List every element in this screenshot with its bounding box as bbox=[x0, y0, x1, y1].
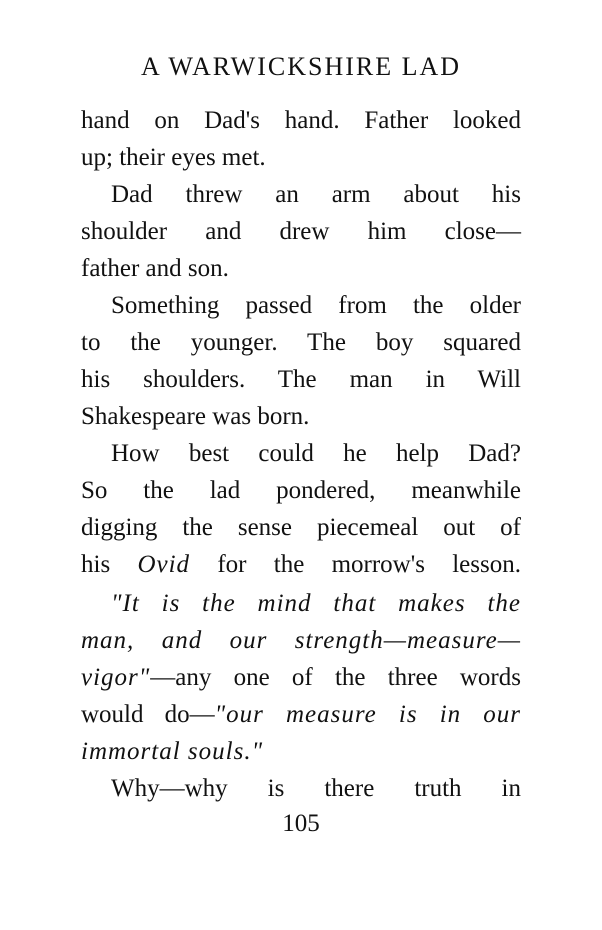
text-line: How best could he help Dad? bbox=[111, 440, 521, 467]
text-span: would do— bbox=[81, 701, 215, 728]
text-line: digging the sense piecemeal out of bbox=[81, 514, 521, 541]
text-span: for the morrow's lesson. bbox=[190, 551, 521, 578]
text-line bbox=[81, 700, 521, 730]
text-line: shoulder and drew him close— bbox=[81, 218, 521, 245]
running-header: A WARWICKSHIRE LAD bbox=[140, 52, 462, 81]
quote-span: "our measure is in our bbox=[214, 701, 522, 728]
text-line: to the younger. The boy squared bbox=[81, 329, 521, 356]
text-line: Why—why is there truth in bbox=[111, 775, 521, 802]
text-line: Dad threw an arm about his bbox=[111, 181, 521, 208]
quote-line: man, and our strength—measure— bbox=[81, 627, 521, 654]
text-line: up; their eyes met. bbox=[81, 144, 266, 171]
text-line: Shakespeare was born. bbox=[81, 403, 310, 430]
book-title-italic: Ovid bbox=[137, 551, 191, 578]
text-line: Something passed from the older bbox=[111, 292, 521, 319]
text-span: his bbox=[81, 551, 138, 578]
text-line bbox=[81, 663, 521, 693]
text-line: his shoulders. The man in Will bbox=[81, 366, 521, 393]
text-line: hand on Dad's hand. Father looked bbox=[81, 107, 521, 134]
quote-line: immortal souls." bbox=[81, 738, 264, 765]
quote-line: "It is the mind that makes the bbox=[111, 590, 521, 617]
text-span: —any one of the three words bbox=[150, 664, 521, 691]
text-line bbox=[81, 550, 521, 580]
text-line: So the lad pondered, meanwhile bbox=[81, 477, 521, 504]
quote-span: vigor" bbox=[81, 664, 151, 691]
text-line: father and son. bbox=[81, 255, 229, 282]
page-number: 105 bbox=[282, 810, 320, 837]
